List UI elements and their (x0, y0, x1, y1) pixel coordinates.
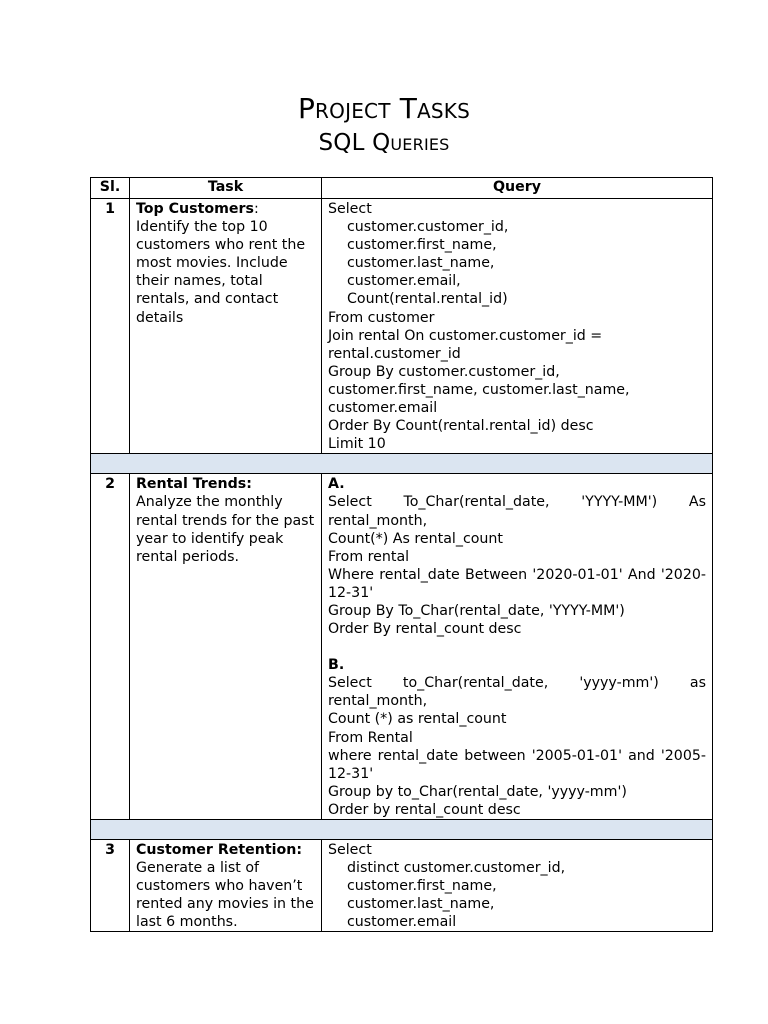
query-line: Join rental On customer.customer_id = rental.customer_id (328, 327, 603, 362)
table-row (91, 199, 713, 454)
query-cell (322, 199, 713, 454)
query-line: Group by to_Char(rental_date, 'yyyy-mm') (328, 783, 627, 800)
query-line: where rental_date between '2005-01-01' and '2005-12-31' (328, 747, 706, 782)
query-part-label: B. (328, 657, 345, 674)
task-name: Rental Trends: (136, 476, 252, 493)
row-number: 3 (91, 840, 130, 932)
query-line: Order by rental_count desc (328, 801, 521, 818)
row-number: 2 (91, 474, 130, 820)
row-number: 1 (91, 199, 130, 454)
query-line: customer.last_name, (347, 896, 495, 913)
query-line: From Rental (328, 729, 413, 746)
query-line: Group By customer.customer_id, customer.first_name, customer.last_name, customer.email (328, 363, 630, 417)
task-description: Identify the top 10 customers who rent the most movies. Include their names, total rentals, and contact details (136, 219, 306, 326)
query-line: Where rental_date Between '2020-01-01' And '2020-12-31' (328, 566, 706, 601)
query-line: Select To_Char(rental_date, 'YYYY-MM') As rental_month, (328, 494, 706, 529)
query-line: Count(*) As rental_count (328, 530, 503, 547)
task-description: Analyze the monthly rental trends for the past year to identify peak rental periods. (136, 494, 315, 565)
query-line: Limit 10 (328, 436, 386, 453)
query-line: Select (328, 842, 372, 858)
query-cell (322, 474, 713, 820)
query-part-label: A. (328, 476, 345, 493)
blank-line (328, 638, 706, 656)
query-line: customer.email, (347, 273, 461, 290)
query-line: customer.first_name, (347, 237, 497, 254)
query-line: customer.email (347, 914, 457, 931)
table-header-row (91, 178, 713, 199)
header-sl: Sl. (91, 178, 130, 199)
query-line: customer.last_name, (347, 255, 495, 272)
query-line: From customer (328, 309, 435, 326)
query-line: Count (*) as rental_count (328, 711, 507, 728)
table-row (91, 840, 713, 932)
query-line: Count(rental.rental_id) (347, 291, 508, 308)
query-line: Select to_Char(rental_date, 'yyyy-mm') as rental_month, (328, 675, 706, 710)
query-line: Order By Count(rental.rental_id) desc (328, 418, 594, 435)
query-line: Group By To_Char(rental_date, 'YYYY-MM') (328, 602, 625, 619)
task-cell (130, 199, 322, 454)
query-line: Order By rental_count desc (328, 621, 522, 638)
query-cell (322, 840, 713, 932)
task-name: Top Customers (136, 201, 254, 217)
task-description: Generate a list of customers who haven’t rented any movies in the last 6 months. (136, 860, 314, 931)
table-row (91, 474, 713, 820)
query-line: From rental (328, 548, 410, 565)
document-subtitle: SQL Queries (318, 130, 450, 156)
task-cell (130, 840, 322, 932)
row-separator (91, 820, 713, 840)
query-line: Select (328, 201, 372, 217)
query-line: customer.first_name, (347, 878, 497, 895)
header-task: Task (130, 178, 322, 199)
task-name-suffix: : (253, 201, 259, 217)
document-title: Project Tasks (297, 92, 471, 125)
task-cell (130, 474, 322, 820)
header-query: Query (322, 178, 713, 199)
task-name: Customer Retention: (136, 842, 303, 858)
query-line: distinct customer.customer_id, (347, 860, 566, 877)
query-line: customer.customer_id, (347, 219, 509, 236)
tasks-table (90, 177, 713, 932)
row-separator (91, 454, 713, 474)
